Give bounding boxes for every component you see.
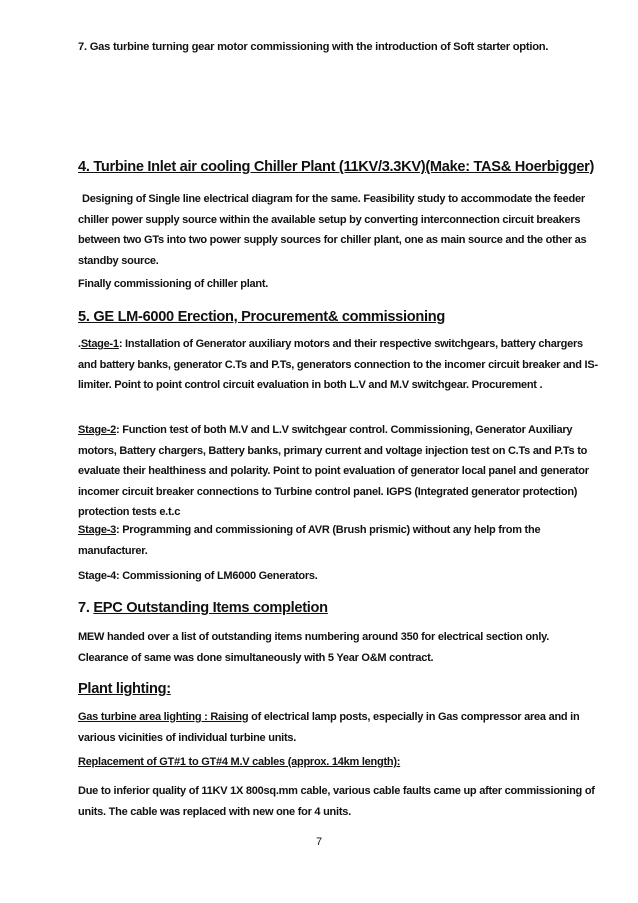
stage1-prefix: . <box>78 338 81 350</box>
gas-turbine-lighting-text: of electrical lamp posts, especially in Gas compressor area and in various vicinities of individual turbine units. <box>78 711 580 744</box>
stage2-text: : Function test of both M.V and L.V switchgear control. Commissioning, Generator Auxiliary motors, Battery chargers, Battery banks, primary current and voltage injection test on C.Ts and P.Ts to evaluate their healthiness and polarity. Point to point evaluation of generator local panel and generator incomer circuit breaker connections to Turbine control panel. IGPS (Integrated generator protection) protection tests e.t.c <box>78 424 589 518</box>
page-number: 7 <box>315 836 323 848</box>
plant-lighting-heading: Plant lighting: <box>78 681 171 697</box>
item7-gas-turbine-line: 7. Gas turbine turning gear motor commissioning with the introduction of Soft starter option. <box>78 41 549 53</box>
stage4-paragraph: Stage-4: Commissioning of LM6000 Generators. <box>78 570 318 582</box>
section4-finally-paragraph: Finally commissioning of chiller plant. <box>78 278 269 290</box>
stage1-text: : Installation of Generator auxiliary motors and their respective switchgears, battery chargers and battery banks, generator C.Ts and P.Ts, generators connection to the incomer circuit breaker and IS-limiter. Point to point control circuit evaluation in both L.V and M.V switchgear. Procurement . <box>78 338 598 391</box>
section7-heading-title: EPC Outstanding Items completion <box>93 600 328 616</box>
stage2-paragraph <box>78 420 600 523</box>
stage2-label: Stage-2 <box>78 424 116 436</box>
stage3-text: : Programming and commissioning of AVR (Brush prismic) without any help from the manufacturer. <box>78 524 541 557</box>
stage3-paragraph <box>78 520 600 561</box>
section7-heading-number: 7. <box>78 600 94 616</box>
section7-paragraph: MEW handed over a list of outstanding items numbering around 350 for electrical section only. Clearance of same was done simultaneously with 5 Year O&M contract. <box>78 631 550 664</box>
section5-heading: 5. GE LM-6000 Erection, Procurement& commissioning <box>78 309 445 325</box>
gas-turbine-lighting-label: Gas turbine area lighting : Raising <box>78 711 249 723</box>
stage1-label: Stage-1 <box>80 338 119 350</box>
section4-heading: 4. Turbine Inlet air cooling Chiller Plant (11KV/3.3KV)(Make: TAS& Hoerbigger) <box>78 159 595 175</box>
section7-heading <box>78 599 600 618</box>
section4-paragraph: Designing of Single line electrical diagram for the same. Feasibility study to accommodate the feeder chiller power supply source within the available setup by converting interconnection circuit breakers between two GTs into two power supply sources for chiller plant, one as main source and the other as standby source. <box>78 193 587 267</box>
stage3-label: Stage-3 <box>78 524 116 536</box>
gas-turbine-lighting-paragraph <box>78 707 600 748</box>
replacement-cables-heading: Replacement of GT#1 to GT#4 M.V cables (approx. 14km length): <box>78 756 401 768</box>
stage1-paragraph <box>78 334 600 396</box>
replacement-cables-paragraph: Due to inferior quality of 11KV 1X 800sq.mm cable, various cable faults came up after commissioning of units. The cable was replaced with new one for 4 units. <box>78 785 595 818</box>
